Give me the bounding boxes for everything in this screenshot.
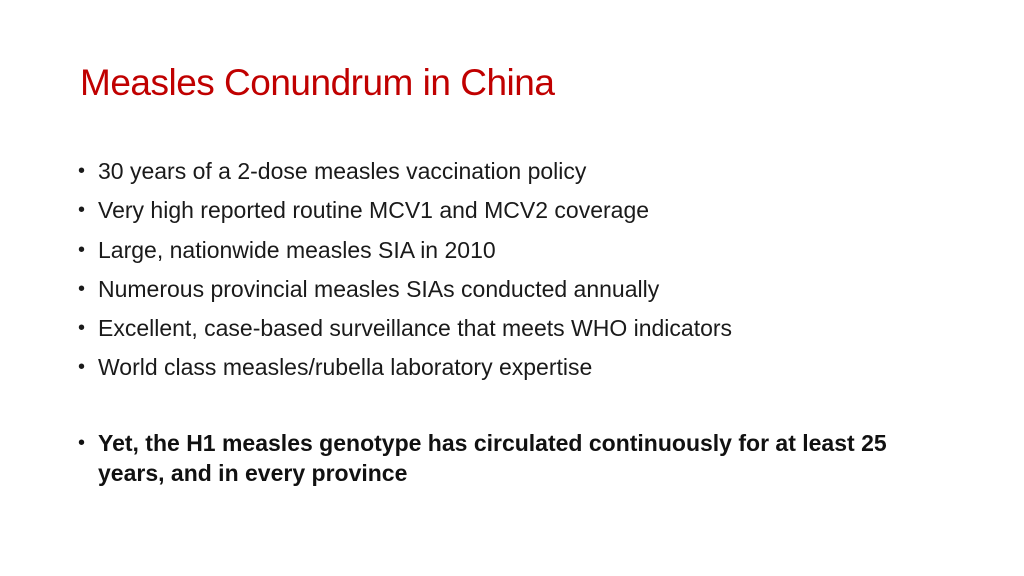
bullet-dot-icon: • bbox=[78, 238, 86, 261]
bullet-text: Large, nationwide measles SIA in 2010 bbox=[98, 236, 496, 263]
bullet-item bbox=[78, 309, 958, 348]
bullet-dot-icon: • bbox=[78, 432, 86, 454]
bullet-dot-icon: • bbox=[78, 277, 86, 300]
bullet-item bbox=[78, 191, 958, 230]
slide-title: Measles Conundrum in China bbox=[80, 62, 555, 103]
bullet-text: 30 years of a 2-dose measles vaccination policy bbox=[98, 158, 587, 184]
bullet-text: World class measles/rubella laboratory expertise bbox=[98, 354, 593, 381]
bullet-dot-icon: • bbox=[78, 317, 86, 340]
conclusion-bullet bbox=[78, 428, 938, 488]
bullet-item bbox=[78, 348, 958, 387]
bullet-dot-icon: • bbox=[78, 160, 86, 182]
bullet-text: Numerous provincial measles SIAs conducted annually bbox=[98, 275, 660, 302]
bullet-item bbox=[78, 152, 958, 191]
bullet-item bbox=[78, 270, 958, 309]
bullet-dot-icon: • bbox=[78, 199, 86, 222]
conclusion-text: Yet, the H1 measles genotype has circulated continuously for at least 25 years, and in every province bbox=[98, 430, 887, 486]
bullet-text: Excellent, case-based surveillance that meets WHO indicators bbox=[98, 315, 733, 342]
bullet-item bbox=[78, 231, 958, 270]
bullet-text: Very high reported routine MCV1 and MCV2 coverage bbox=[98, 197, 650, 224]
bullet-dot-icon: • bbox=[78, 356, 86, 379]
bullet-list bbox=[78, 152, 958, 388]
